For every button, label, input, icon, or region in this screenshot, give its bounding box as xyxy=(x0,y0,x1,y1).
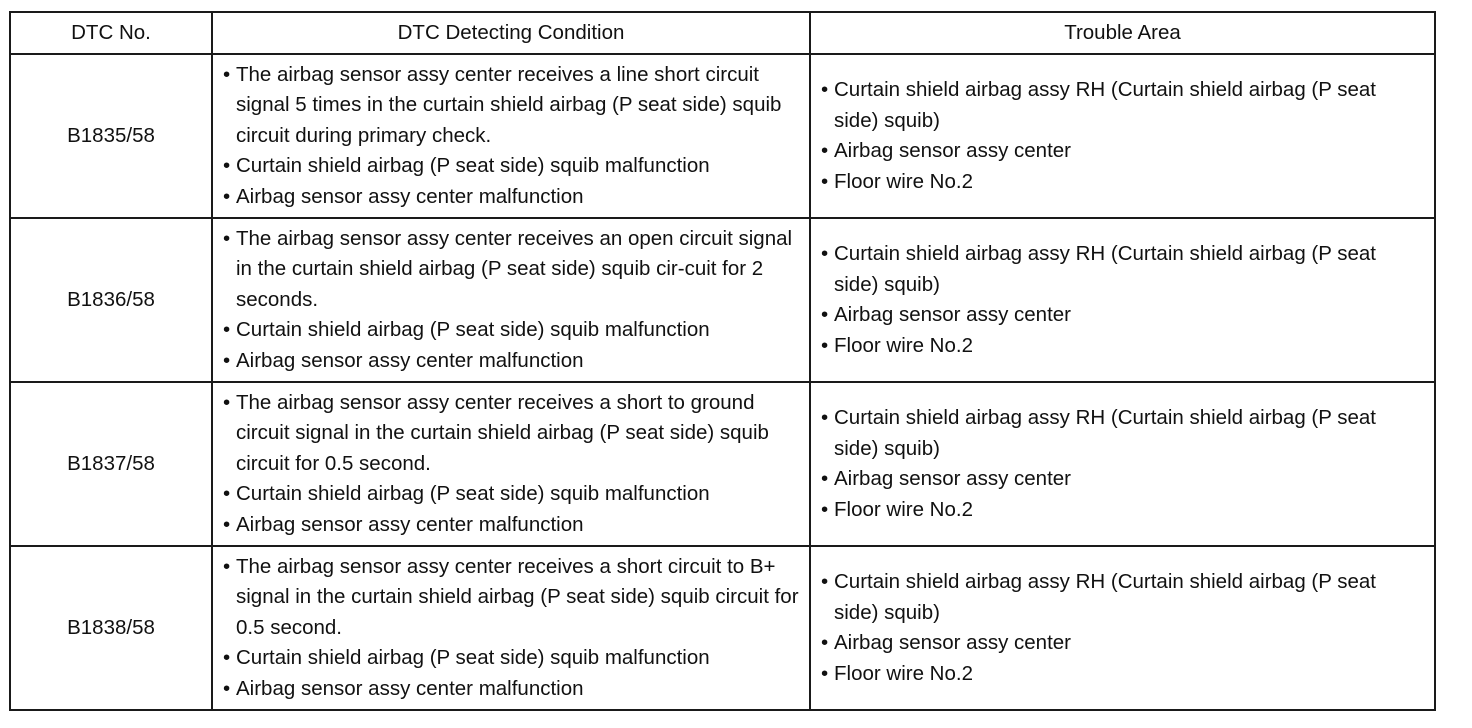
condition-list xyxy=(213,388,809,541)
trouble-area-list xyxy=(811,239,1434,361)
condition-item: • Airbag sensor assy center malfunction xyxy=(223,674,801,705)
trouble-area-cell xyxy=(810,218,1435,382)
header-trouble-area: Trouble Area xyxy=(810,12,1435,54)
trouble-area-item: • Floor wire No.2 xyxy=(821,495,1426,526)
dtc-code: B1838/58 xyxy=(10,546,212,710)
condition-item: • The airbag sensor assy center receives a short to ground circuit signal in the curtain shield airbag (P seat side) squib circuit for 0.5 second. xyxy=(223,388,801,480)
condition-item: • The airbag sensor assy center receives a short circuit to B+ signal in the curtain shield airbag (P seat side) squib circuit for 0.5 second. xyxy=(223,552,801,644)
dtc-code: B1836/58 xyxy=(10,218,212,382)
trouble-area-item: • Airbag sensor assy center xyxy=(821,464,1426,495)
dtc-table xyxy=(9,11,1436,711)
condition-item: • Curtain shield airbag (P seat side) squib malfunction xyxy=(223,479,801,510)
condition-list xyxy=(213,224,809,377)
condition-list xyxy=(213,552,809,705)
condition-item: • The airbag sensor assy center receives a line short circuit signal 5 times in the curtain shield airbag (P seat side) squib circuit during primary check. xyxy=(223,60,801,152)
trouble-area-item: • Floor wire No.2 xyxy=(821,167,1426,198)
table-row xyxy=(10,54,1435,218)
trouble-area-list xyxy=(811,567,1434,689)
table-row xyxy=(10,382,1435,546)
header-condition: DTC Detecting Condition xyxy=(212,12,810,54)
condition-item: • Curtain shield airbag (P seat side) squib malfunction xyxy=(223,643,801,674)
trouble-area-item: • Curtain shield airbag assy RH (Curtain shield airbag (P seat side) squib) xyxy=(821,403,1426,464)
trouble-area-item: • Airbag sensor assy center xyxy=(821,300,1426,331)
trouble-area-cell xyxy=(810,54,1435,218)
trouble-area-list xyxy=(811,403,1434,525)
condition-item: • Airbag sensor assy center malfunction xyxy=(223,346,801,377)
trouble-area-item: • Floor wire No.2 xyxy=(821,659,1426,690)
condition-cell xyxy=(212,218,810,382)
trouble-area-item: • Curtain shield airbag assy RH (Curtain shield airbag (P seat side) squib) xyxy=(821,75,1426,136)
condition-item: • The airbag sensor assy center receives an open circuit signal in the curtain shield airbag (P seat side) squib cir-cuit for 2 seconds. xyxy=(223,224,801,316)
condition-item: • Airbag sensor assy center malfunction xyxy=(223,510,801,541)
condition-cell xyxy=(212,54,810,218)
table-row xyxy=(10,218,1435,382)
header-dtc-no: DTC No. xyxy=(10,12,212,54)
trouble-area-item: • Airbag sensor assy center xyxy=(821,136,1426,167)
condition-cell xyxy=(212,382,810,546)
condition-cell xyxy=(212,546,810,710)
trouble-area-item: • Airbag sensor assy center xyxy=(821,628,1426,659)
condition-list xyxy=(213,60,809,213)
trouble-area-list xyxy=(811,75,1434,197)
table-row xyxy=(10,546,1435,710)
trouble-area-cell xyxy=(810,546,1435,710)
dtc-code: B1835/58 xyxy=(10,54,212,218)
condition-item: • Airbag sensor assy center malfunction xyxy=(223,182,801,213)
trouble-area-item: • Curtain shield airbag assy RH (Curtain shield airbag (P seat side) squib) xyxy=(821,567,1426,628)
condition-item: • Curtain shield airbag (P seat side) squib malfunction xyxy=(223,151,801,182)
trouble-area-cell xyxy=(810,382,1435,546)
condition-item: • Curtain shield airbag (P seat side) squib malfunction xyxy=(223,315,801,346)
dtc-code: B1837/58 xyxy=(10,382,212,546)
header-row xyxy=(10,12,1435,54)
trouble-area-item: • Curtain shield airbag assy RH (Curtain shield airbag (P seat side) squib) xyxy=(821,239,1426,300)
trouble-area-item: • Floor wire No.2 xyxy=(821,331,1426,362)
